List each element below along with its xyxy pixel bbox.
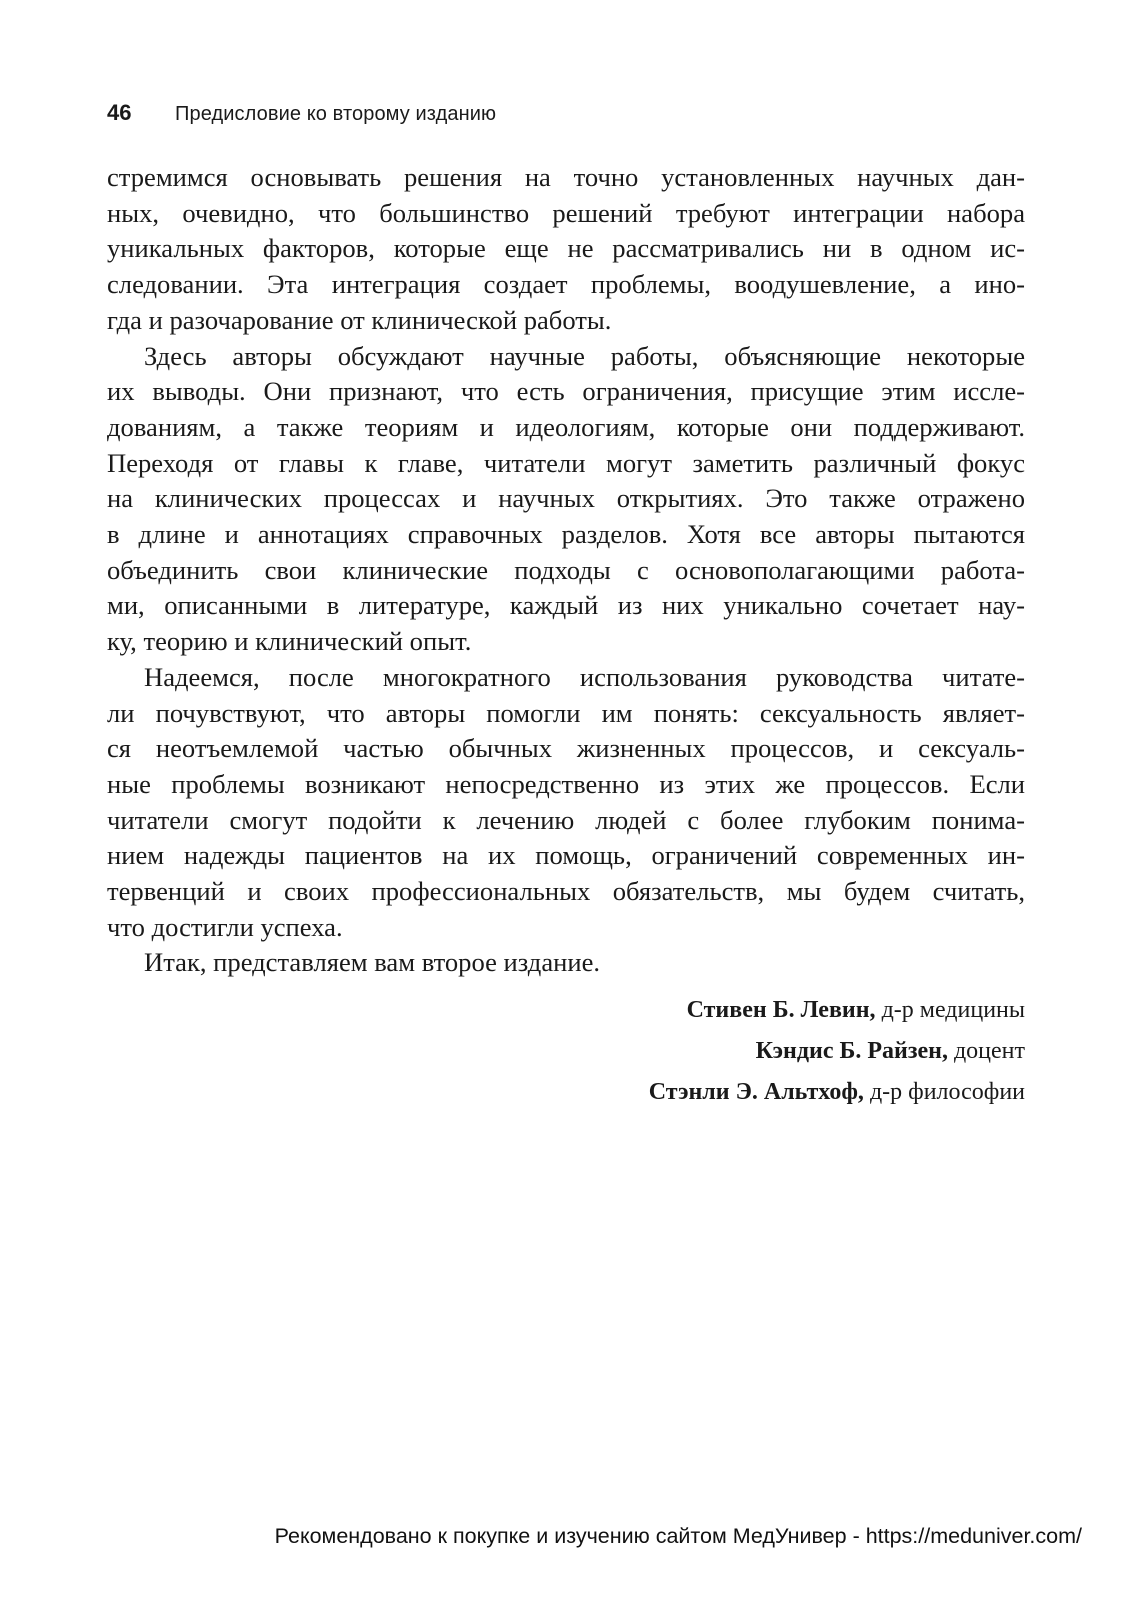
- body-text: [107, 160, 1025, 981]
- text-line: уникальных факторов, которые еще не рассматривались ни в одном ис-: [107, 233, 1025, 264]
- author-name: Кэндис Б. Райзен,: [755, 1038, 948, 1064]
- text-line: объединить свои клинические подходы с основополагающими работа-: [107, 554, 1025, 585]
- footer-recommendation: Рекомендовано к покупке и изучению сайтом МедУнивер - https://meduniver.com/: [274, 1524, 1082, 1548]
- text-line: читатели смогут подойти к лечению людей с более глубоким понима-: [107, 804, 1025, 835]
- text-line: что достигли успеха.: [107, 911, 343, 942]
- text-line: тервенций и своих профессиональных обязательств, мы будем считать,: [107, 876, 1025, 907]
- text-line: стремимся основывать решения на точно установленных научных дан-: [107, 162, 1025, 192]
- text-line: ми, описанными в литературе, каждый из них уникально сочетает нау-: [107, 590, 1025, 621]
- text-line: ные проблемы возникают непосредственно из этих же процессов. Если: [107, 768, 1025, 799]
- author-title: д-р медицины: [875, 997, 1025, 1023]
- text-line: ных, очевидно, что большинство решений требуют интеграции набора: [107, 197, 1025, 228]
- paragraph-2: [107, 339, 1025, 660]
- paragraph-1: [107, 160, 1025, 339]
- author-name: Стивен Б. Левин,: [686, 997, 876, 1023]
- text-line: ся неотъемлемой частью обычных жизненных процессов, и сексуаль-: [107, 733, 1025, 764]
- text-line: ли почувствуют, что авторы помогли им понять: сексуальность являет-: [107, 697, 1025, 728]
- page-number: 46: [107, 100, 132, 125]
- running-header: [107, 100, 496, 132]
- text-line: Итак, представляем вам второе издание.: [144, 947, 601, 978]
- text-line: дованиям, а также теориям и идеологиям, которые они поддерживают.: [107, 411, 1025, 442]
- paragraph-3: [107, 660, 1025, 946]
- text-line: на клинических процессах и научных открытиях. Это также отражено: [107, 483, 1025, 514]
- text-line: Здесь авторы обсуждают научные работы, объясняющие некоторые: [144, 340, 1025, 371]
- book-page: [107, 0, 1025, 1600]
- text-line: следовании. Эта интеграция создает проблемы, воодушевление, а ино-: [107, 269, 1025, 300]
- signatures: [649, 990, 1025, 1113]
- signature-line: [649, 990, 1025, 1031]
- text-line: их выводы. Они признают, что есть ограничения, присущие этим иссле-: [107, 376, 1025, 407]
- text-line: Надеемся, после многократного использования руководства читате-: [144, 661, 1025, 692]
- author-title: д-р философии: [863, 1079, 1025, 1105]
- text-line: Переходя от главы к главе, читатели могут заметить различный фокус: [107, 447, 1025, 478]
- signature-line: [649, 1072, 1025, 1113]
- paragraph-4: [107, 945, 1025, 981]
- text-line: гда и разочарование от клинической работы.: [107, 304, 612, 335]
- author-name: Стэнли Э. Альтхоф,: [648, 1079, 864, 1105]
- text-line: нием надежды пациентов на их помощь, ограничений современных ин-: [107, 840, 1025, 871]
- chapter-header-title: Предисловие ко второму изданию: [175, 103, 497, 125]
- author-title: доцент: [947, 1038, 1025, 1064]
- text-line: ку, теорию и клинический опыт.: [107, 626, 472, 657]
- signature-line: [649, 1031, 1025, 1072]
- text-line: в длине и аннотациях справочных разделов. Хотя все авторы пытаются: [107, 519, 1025, 550]
